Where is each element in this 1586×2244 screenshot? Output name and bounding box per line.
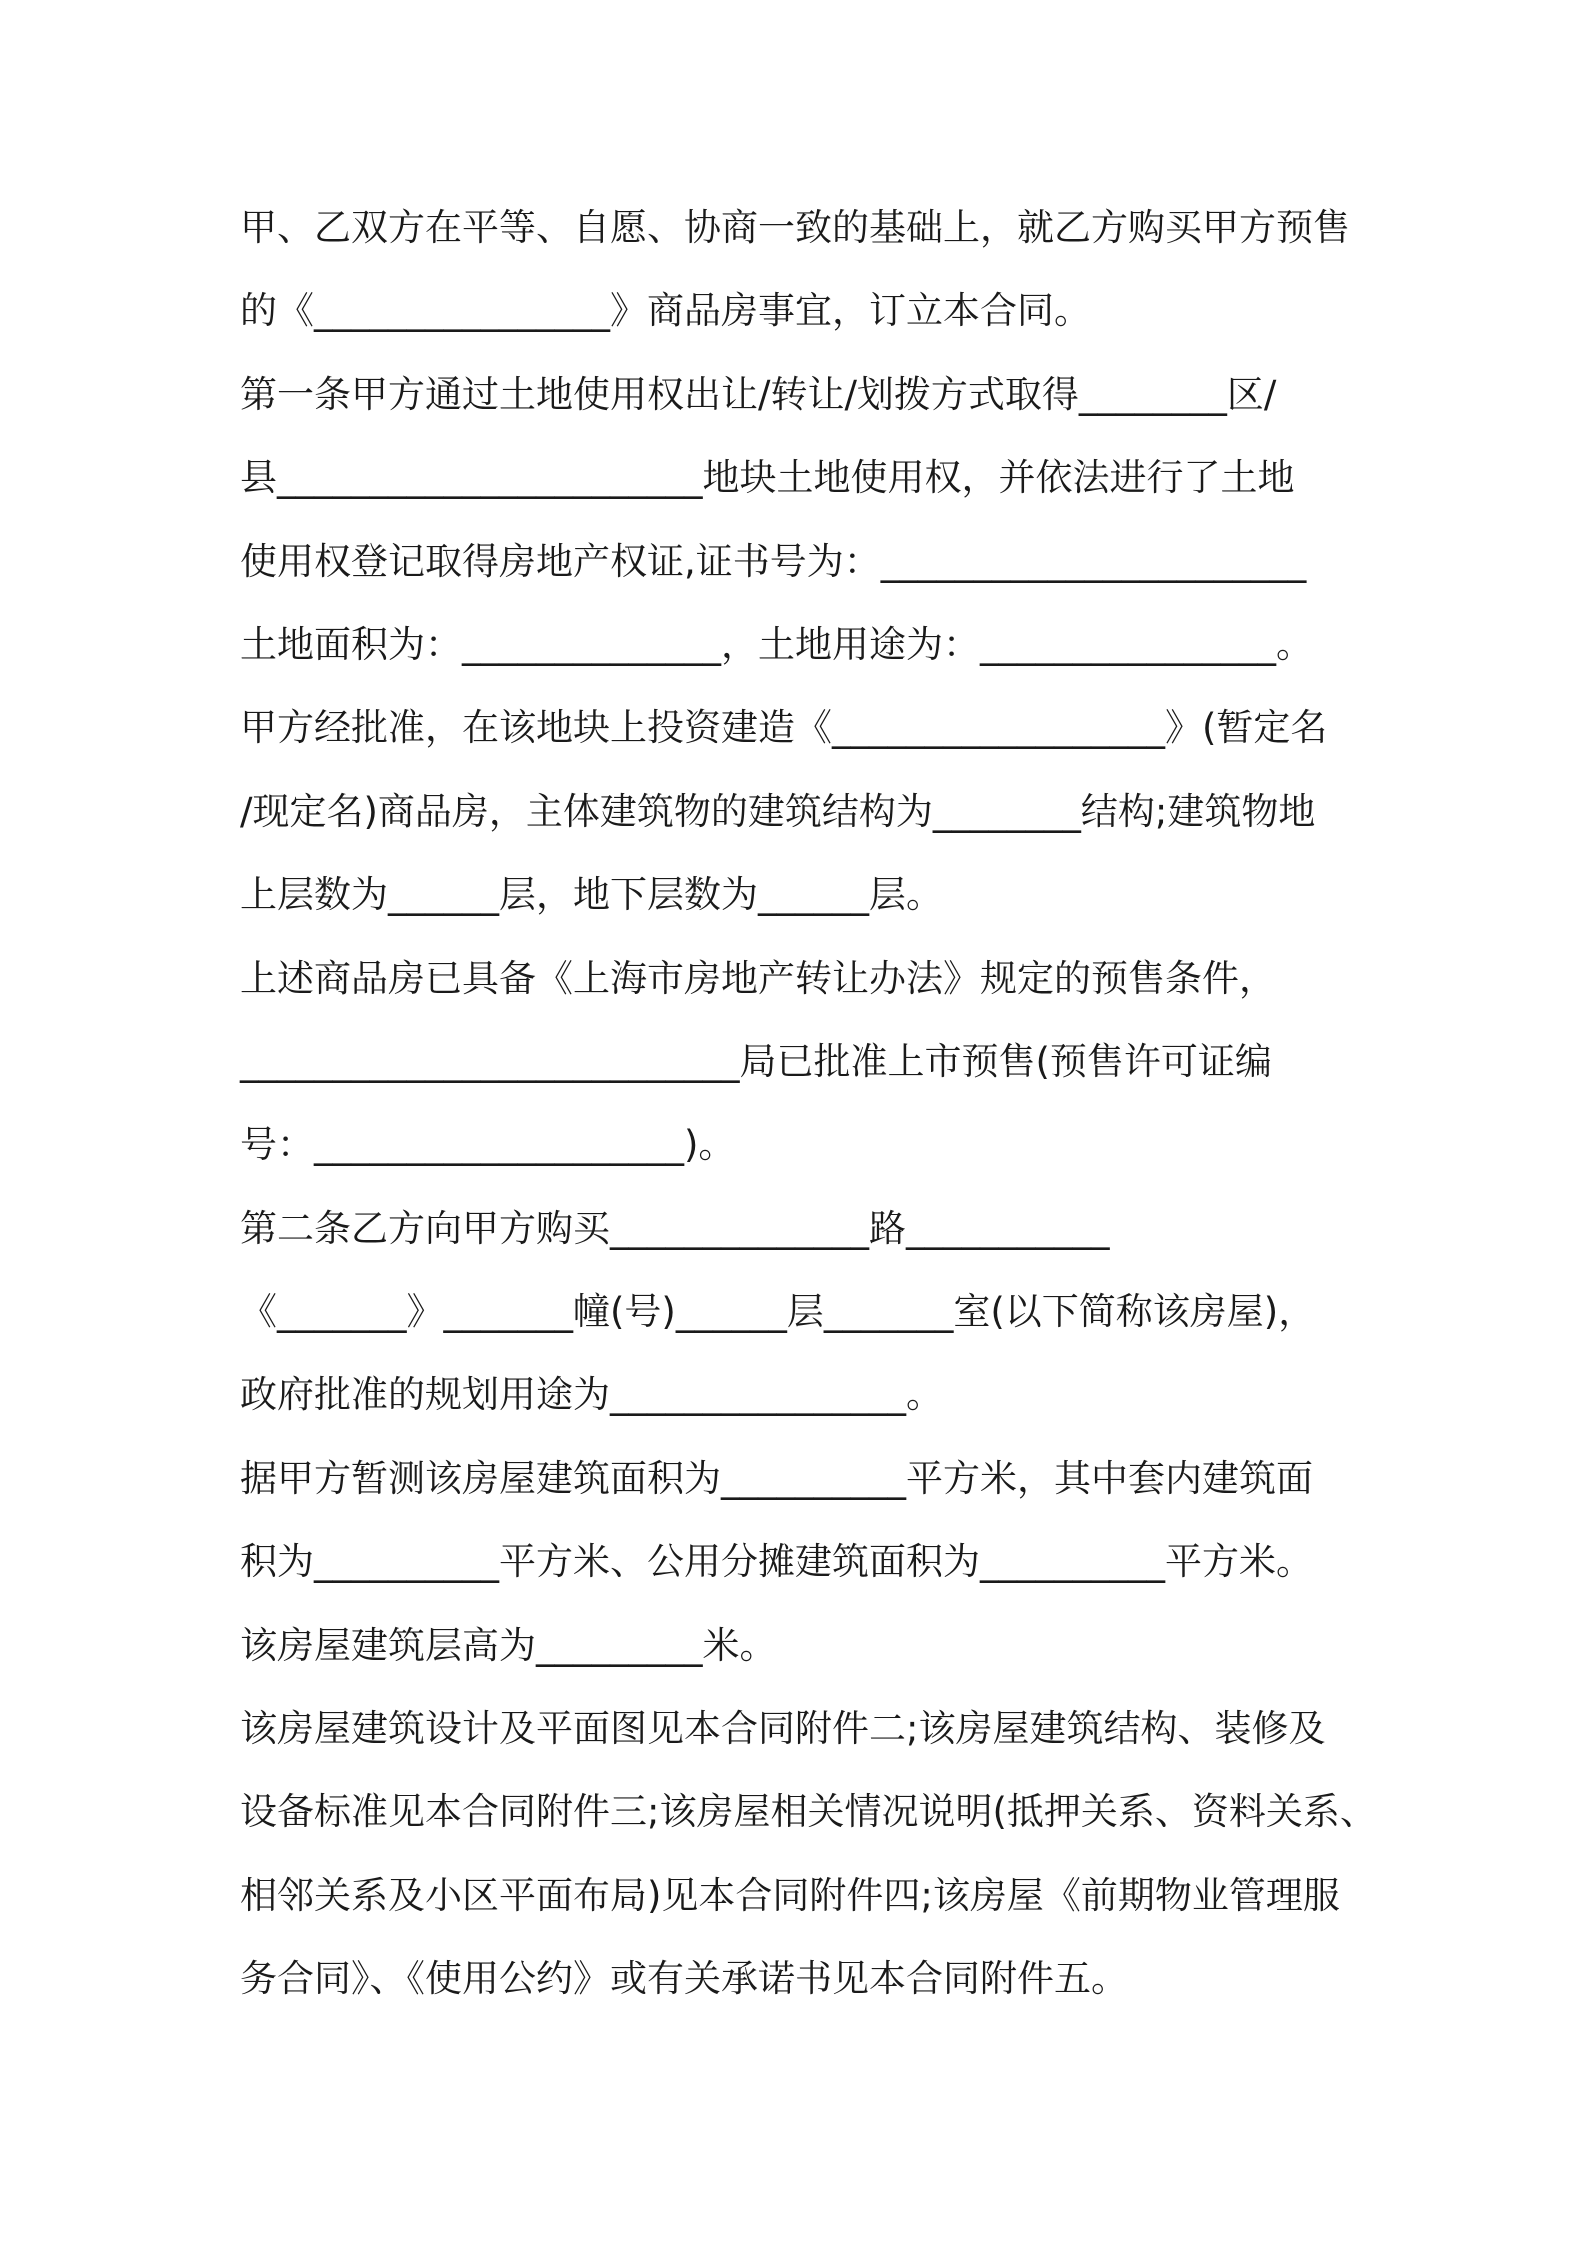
text-line: 据甲方暂测该房屋建筑面积为__________平方米，其中套内建筑面 xyxy=(240,1456,1313,1500)
text-line: 设备标准见本合同附件三;该房屋相关情况说明(抵押关系、资料关系、 xyxy=(240,1790,1377,1834)
text-line: 该房屋建筑设计及平面图见本合同附件二;该房屋建筑结构、装修及 xyxy=(240,1707,1326,1751)
text-line: 使用权登记取得房地产权证,证书号为：_______________________ xyxy=(240,539,1307,583)
text-line: 务合同》、《使用公约》或有关承诺书见本合同附件五。 xyxy=(240,1957,1128,2001)
text-line: 号：____________________)。 xyxy=(240,1123,736,1167)
contract-body xyxy=(240,198,1380,2033)
text-line: 第二条乙方向甲方购买______________路___________ xyxy=(240,1206,1110,1250)
text-line: 土地面积为：______________，土地用途为：________________。 xyxy=(240,622,1313,666)
text-line: 第一条甲方通过土地使用权出让/转让/划拨方式取得________区/ xyxy=(240,372,1277,416)
text-line: 甲、乙双方在平等、自愿、协商一致的基础上，就乙方购买甲方预售 xyxy=(240,206,1350,249)
text-line: 政府批准的规划用途为________________。 xyxy=(240,1373,943,1417)
text-line: ___________________________局已批准上市预售(预售许可证编 xyxy=(240,1039,1272,1083)
text-line: 甲方经批准，在该地块上投资建造《__________________》(暂定名 xyxy=(240,706,1328,750)
text-line: 上述商品房已具备《上海市房地产转让办法》规定的预售条件， xyxy=(240,956,1276,1000)
text-line: 积为__________平方米、公用分摊建筑面积为__________平方米。 xyxy=(240,1540,1313,1584)
text-line: /现定名)商品房，主体建筑物的建筑结构为________结构;建筑物地 xyxy=(240,789,1316,833)
text-line: 的《________________》商品房事宜，订立本合同。 xyxy=(240,289,1091,333)
text-line: 上层数为______层，地下层数为______层。 xyxy=(240,873,943,917)
text-line: 该房屋建筑层高为_________米。 xyxy=(240,1623,777,1667)
text-line: 县_______________________地块土地使用权，并依法进行了土地 xyxy=(240,456,1295,500)
text-line: 相邻关系及小区平面布局)见本合同附件四;该房屋《前期物业管理服 xyxy=(240,1873,1340,1917)
text-line: 《_______》_______幢(号)______层_______室(以下简称该房屋)， xyxy=(240,1290,1316,1334)
